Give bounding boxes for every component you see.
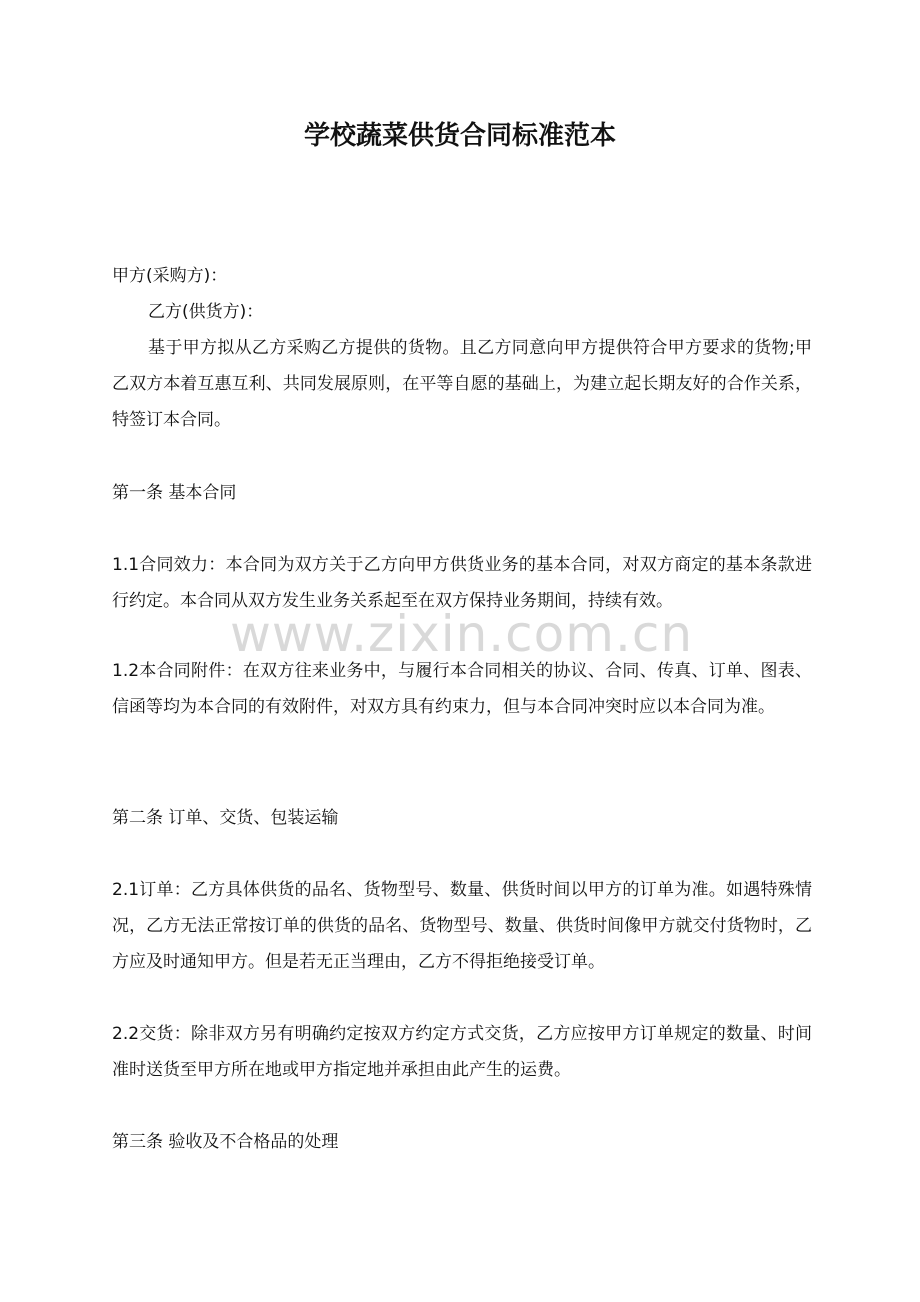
document-title: 学校蔬菜供货合同标准范本 <box>303 121 616 151</box>
clause-2-2: 2.2交货：除非双方另有明确约定按双方约定方式交货，乙方应按甲方订单规定的数量、时间准时送货至甲方所在地或甲方指定地并承担由此产生的运费。 <box>112 1024 812 1080</box>
clause-2-1: 2.1订单：乙方具体供货的品名、货物型号、数量、供货时间以甲方的订单为准。如遇特殊情况，乙方无法正常按订单的供货的品名、货物型号、数量、供货时间像甲方就交付货物时，乙方应及时通知甲方。但是若无正当理由，乙方不得拒绝接受订单。 <box>112 880 812 972</box>
party-b-line: 乙方(供货方)： <box>148 302 264 322</box>
party-a-line: 甲方(采购方)： <box>112 266 228 286</box>
intro-paragraph: 基于甲方拟从乙方采购乙方提供的货物。且乙方同意向甲方提供符合甲方要求的货物;甲乙双方本着互惠互利、共同发展原则，在平等自愿的基础上，为建立起长期友好的合作关系，特签订本合同。 <box>112 338 812 430</box>
clause-1-1: 1.1合同效力：本合同为双方关于乙方向甲方供货业务的基本合同，对双方商定的基本条款进行约定。本合同从双方发生业务关系起至在双方保持业务期间，持续有效。 <box>112 555 812 611</box>
article-2-heading: 第二条 订单、交货、包装运输 <box>112 808 339 828</box>
watermark-text: www.zixin.com.cn <box>230 605 694 663</box>
article-1-heading: 第一条 基本合同 <box>112 483 237 503</box>
clause-1-2: 1.2本合同附件：在双方往来业务中，与履行本合同相关的协议、合同、传真、订单、图表、信函等均为本合同的有效附件，对双方具有约束力，但与本合同冲突时应以本合同为准。 <box>112 661 812 717</box>
article-3-heading: 第三条 验收及不合格品的处理 <box>112 1132 339 1152</box>
